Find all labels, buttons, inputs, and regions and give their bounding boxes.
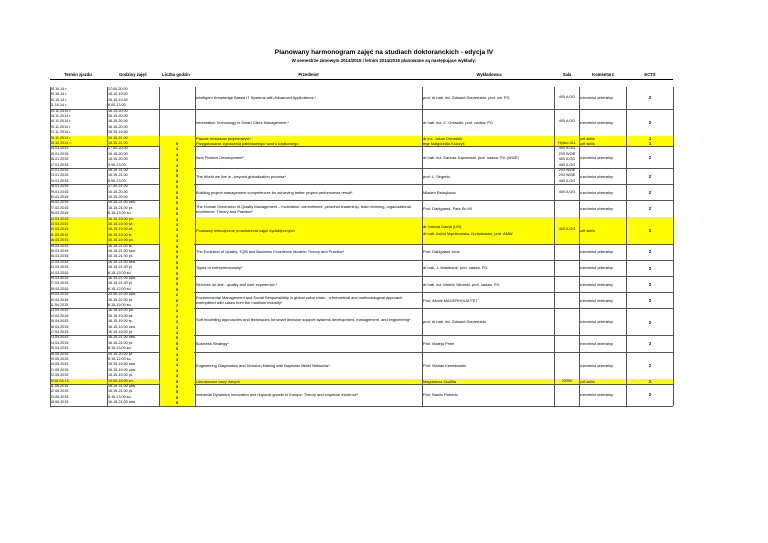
time-cell: 8.15-13.00 so. — [108, 346, 132, 351]
lecturer-cell — [423, 341, 553, 346]
lecturer-cell — [423, 282, 553, 287]
ects-cell: 2 — [648, 95, 652, 101]
time-cell: 8.15-13.00 so. — [108, 211, 132, 216]
comment-cell: soft skills — [579, 141, 595, 147]
date-cell: 28.03.2015 — [50, 211, 69, 216]
hours-cell: 5 — [160, 271, 194, 276]
time-cell: 16.15-19.00 pn. — [108, 238, 134, 243]
page-subtitle: W semestrze zimowym 2014/2015 i letnim 2014/2015 planowane są następujące wykłady: — [291, 58, 477, 63]
date-cell: 13.11.2014 r. — [50, 108, 72, 113]
room-cell: 400 A GG — [558, 119, 576, 124]
time-cell: 16.15-19.00 czw. — [108, 367, 136, 372]
subject-cell: The World we live in –beyond globalisation process* — [196, 173, 286, 179]
hours-cell: 6 — [160, 298, 194, 303]
header-lecturer: Wykładowca — [476, 72, 502, 77]
column-divider — [554, 87, 555, 406]
ects-cell: 2 — [648, 189, 652, 195]
comment-cell: przedmiot obieralny — [579, 265, 613, 271]
time-cell: 16.15-20.00 — [108, 157, 128, 162]
time-cell: 16.15-19.00 wt. — [108, 313, 134, 318]
time-cell: 8.00-13.00 — [108, 103, 126, 108]
subject-cell: Podstawy metodyczne prowadzenia zajęć dydaktycznych — [196, 227, 295, 233]
date-cell: 24.04.2015 — [50, 340, 69, 345]
hours-cell: 5 — [160, 400, 194, 405]
hours-cell: 3 — [160, 352, 194, 357]
comment-cell: przedmiot obieralny — [579, 319, 613, 325]
date-cell: 21.11.2014 r. — [50, 130, 72, 135]
hours-cell: 7 — [160, 303, 194, 308]
lecturer-line: mgr Małgorzata Kluczyk — [423, 141, 465, 147]
header-subject: Przedmiot — [298, 72, 319, 77]
time-cell: 17:00-20:00 — [108, 87, 128, 91]
ects-cell: 2 — [648, 173, 652, 179]
ects-cell: 2 — [648, 206, 652, 212]
date-cell: 13.06.2015 — [50, 394, 69, 399]
date-cell: 22.05.2015 — [50, 373, 69, 378]
time-cell: 16.15-21.00 pt. — [108, 205, 133, 210]
hours-cell: 5 — [175, 141, 179, 146]
time-cell: 8.15-19.00 so. — [108, 303, 132, 307]
time-cell: 16.15-21.00 — [108, 141, 128, 145]
comment-cell: przedmiot obieralny — [579, 206, 613, 211]
time-cell: 16.15-21.00 — [108, 173, 128, 178]
subject-cell: Services on-line - quality and user experience * — [196, 281, 278, 287]
ects-cell: 1 — [648, 141, 652, 147]
date-cell: 14.01.2015 — [50, 146, 69, 151]
lecturer-line: Prof. Basilo Roberto — [423, 392, 458, 398]
date-cell: 09.04.2015 — [50, 292, 69, 297]
date-cell: 11.10.14 r. — [50, 103, 68, 108]
ects-cell: 1 — [648, 135, 652, 141]
hours-cell: 5 — [160, 249, 194, 254]
lecturer-cell — [423, 319, 553, 324]
time-cell: 16.15-20.00 — [108, 151, 128, 156]
hours-cell: 5 — [160, 206, 194, 211]
time-cell: 9.00-13.00 — [108, 162, 126, 167]
comment-cell: przedmiot obieralny — [579, 173, 613, 179]
hours-cell: 4 — [160, 157, 194, 162]
hours-cell: 5 — [160, 281, 194, 286]
hours-cell: 5 — [160, 346, 194, 351]
time-cell: 16.15-21.00 czw. — [108, 200, 136, 205]
hours-cell: 3 — [175, 222, 179, 227]
hours-cell: 5 — [160, 168, 194, 173]
hours-cell: 4 — [160, 152, 194, 157]
column-divider — [159, 87, 160, 406]
time-cell: 15.15-20.00 — [108, 195, 128, 199]
room-cell: 400 A GG — [558, 157, 576, 162]
hours-cell: 5 — [160, 265, 194, 270]
lecturer-cell — [423, 298, 553, 303]
date-cell: 27.03.2015 — [50, 281, 69, 286]
header-time: Godziny zajęć — [119, 72, 147, 77]
time-cell: 16.15-20.00 — [108, 114, 128, 118]
time-cell: 16.15-19.00 — [108, 130, 128, 135]
lecturer-cell — [423, 120, 553, 125]
time-cell: 16.15-21.00 — [108, 135, 128, 140]
time-cell: 17.00-20.00 — [108, 146, 128, 151]
lecturer-line: Prof. Marian Kembłowski — [423, 362, 467, 368]
date-cell: 10.04.2015 — [50, 297, 69, 302]
date-cell: 10.10.14 r. — [50, 97, 68, 102]
hours-cell: 3 — [160, 362, 194, 367]
hours-cell: 3 — [160, 373, 194, 378]
comment-cell: przedmiot obieralny — [579, 362, 613, 368]
date-cell: 11.06.2015 — [50, 384, 69, 388]
date-cell: 05.03.2015 — [50, 249, 69, 253]
room-cell: 400 A GG — [558, 146, 576, 151]
ects-cell: 2 — [648, 319, 652, 325]
date-cell: 16.03.2015 — [50, 238, 69, 243]
time-cell: 16.15-21.00 czw. — [108, 400, 136, 405]
subject-cell: Przygotowanie zgłoszenia patentowego/ wzoru użytkowego — [196, 141, 299, 147]
column-divider — [195, 87, 196, 406]
hours-cell: 3 — [175, 232, 179, 238]
date-cell: 15.04.2015 — [50, 319, 69, 324]
time-cell: 8.15-13.00 so. — [108, 394, 132, 399]
room-cell: 400 A GG — [558, 189, 576, 194]
time-cell: 8.15-13.00 so. — [108, 286, 132, 291]
subject-cell: Types of entrepreneurship* — [196, 265, 243, 271]
time-cell: 16.15-19.00 śr. — [108, 319, 133, 324]
time-cell: 20.00-22.00 czw. — [108, 292, 136, 297]
time-cell: 16.15-20.00 — [108, 124, 128, 129]
subject-cell: Pisanie wniosków projektowych — [196, 135, 251, 141]
lecturer-line: dr hab. Astrid Męczkowska-Christiansen, prof. AMW — [423, 231, 513, 237]
column-divider — [626, 87, 627, 406]
time-cell: 16.15-21.00 — [108, 168, 128, 172]
date-cell: 08.05.2015 — [50, 351, 69, 356]
hours-cell: 5 — [160, 389, 194, 394]
column-divider — [579, 87, 580, 406]
time-cell: 16.15-19.00 pt. — [108, 330, 133, 334]
date-cell: 25.11.2014 r. — [50, 135, 72, 140]
date-cell: 03.03.2015 — [50, 222, 69, 226]
time-cell: 16.15-21.00 czw. — [108, 276, 136, 280]
comment-cell: soft skills — [579, 135, 595, 141]
hours-cell: 5 — [160, 179, 194, 184]
lecturer-line: Magdalena Szuflita — [423, 378, 457, 384]
time-cell: 16.15-21.00 czw. — [108, 335, 136, 340]
hours-cell: 5 — [160, 195, 194, 200]
room-cell: 203 WZiE — [558, 173, 576, 178]
row-separator — [50, 406, 673, 407]
date-cell: 14.11.2014 r. — [50, 114, 72, 118]
hours-cell: 5 — [160, 254, 194, 259]
lecturer-line: Mladen Radujkovic — [423, 189, 456, 195]
page-title: Planowany harmonogram zajęć na studiach doktoranckich - edycja IV — [274, 49, 494, 56]
time-cell: 16.15-19.00 czw. — [108, 362, 136, 367]
lecturer-line: Prof. Dahlgaard- Park Su Mi — [423, 206, 472, 211]
comment-cell: przedmiot obieralny — [579, 119, 613, 125]
lecturer-cell — [423, 174, 553, 179]
hours-cell: 3 — [160, 325, 194, 330]
hours-cell: 3 — [160, 146, 194, 151]
hours-cell: 3 — [175, 227, 179, 233]
lecturer-line: Prof. Dahlgaard Jens — [423, 249, 460, 255]
hours-cell: 3 — [160, 314, 194, 319]
time-cell: 17.00-21.00 — [108, 184, 128, 189]
date-cell: 22.01.2015 — [50, 168, 69, 172]
time-cell: 16.15-21.00 czw. — [108, 384, 136, 388]
time-cell: 16.15-19.00 pt. — [108, 373, 133, 378]
date-cell: 23.01.2015 — [50, 173, 69, 178]
column-divider — [107, 87, 108, 406]
time-cell: 16.15-21.00 pt. — [108, 389, 133, 394]
room-cell: 400 A GG — [558, 227, 576, 232]
time-cell: 16.15-20.00 pt. — [108, 351, 133, 356]
time-cell: 10:00-15:00 so. — [108, 378, 134, 383]
date-cell: 06.03.2015 — [50, 254, 69, 259]
comment-cell: soft skills — [579, 227, 595, 233]
hours-cell: 3 — [175, 238, 179, 244]
subject-cell: Literaturowe bazy danych — [196, 378, 241, 384]
ects-cell: 2 — [648, 297, 652, 303]
lecturer-line: dr inż. Jakub Dmowski — [423, 135, 462, 141]
date-cell: 10.03.2015 — [50, 227, 69, 232]
hours-cell: 5 — [160, 190, 194, 195]
subject-cell: Building project management competences for achieving better project performance result* — [196, 189, 353, 195]
comment-cell: przedmiot obieralny — [579, 281, 613, 287]
ects-cell: 2 — [648, 392, 652, 398]
time-cell: 16.15-21.00 pt. — [108, 340, 133, 345]
column-divider — [673, 87, 674, 406]
date-cell: 27.02.2015 — [50, 205, 69, 210]
room-cell: 203 WZiE — [558, 168, 576, 172]
lecturer-cell — [423, 95, 553, 100]
date-cell: 26.03.2015 — [50, 276, 69, 280]
time-cell: 16.15-19:00 pn. — [108, 216, 134, 221]
time-cell: 16.15-19.00 wt. — [108, 222, 134, 226]
ects-cell: 2 — [648, 249, 652, 255]
date-cell: 14.04.2015 — [50, 313, 69, 318]
lecturer-cell — [423, 190, 553, 195]
lecturer-line: dr hab. inż. Dariusz Dąbrowski, prof. nadzw. PG (WZiE) — [423, 154, 519, 160]
date-cell: 15.12.2014 r. — [50, 141, 72, 145]
time-cell: 16.15-19.00 czw. — [108, 324, 136, 329]
date-cell: 28.01.2015 — [50, 184, 69, 189]
time-cell: 15.15-20.00 — [108, 189, 128, 194]
ects-cell: 2 — [648, 119, 652, 125]
ects-cell: 2 — [648, 154, 652, 160]
subject-cell: Engineering Diagnostics and Decision Making with Bayesian Belief Networks* — [196, 362, 330, 368]
header-ects: ECTS — [644, 72, 656, 77]
time-cell: 16.15-21.00 czw. — [108, 249, 136, 253]
date-cell: 19.11.2014 r. — [50, 119, 72, 124]
lecturer-cell — [423, 206, 553, 211]
hours-cell: 5 — [160, 384, 194, 389]
hours-cell: 5 — [160, 244, 194, 249]
time-cell: 8.15-13.00 so. — [108, 270, 132, 275]
lecturer-line: dr hab. inż. Marcin Sikorski, prof. nadzw. PG — [423, 281, 500, 287]
room-cell: 400 A GG — [558, 95, 576, 100]
hours-cell: 5 — [160, 341, 194, 346]
ects-cell: 1 — [648, 227, 652, 233]
hours-cell: 5 — [160, 395, 194, 400]
hours-cell: 5 — [160, 211, 194, 216]
time-cell: 16.15-21.00 pt. — [108, 254, 133, 259]
hours-cell: 2 — [160, 292, 194, 297]
lecturer-cell — [423, 363, 553, 368]
time-cell: 8.15-12.00 so. — [108, 357, 132, 361]
hours-cell: 3 — [160, 308, 194, 313]
date-cell: 20.11.2014 r. — [50, 124, 72, 129]
room-cell: Hydro 311 — [558, 141, 576, 145]
subject-cell: New Product Development* — [196, 154, 244, 160]
ects-cell: 2 — [648, 341, 652, 347]
date-cell: 17.01.2015 — [50, 162, 69, 167]
room-cell: 400 A GG — [558, 162, 576, 167]
date-cell: 16.04.2015 — [50, 324, 69, 329]
hours-cell: 5 — [160, 276, 194, 281]
comment-cell: soft skills — [579, 378, 595, 384]
column-divider — [422, 87, 423, 406]
comment-cell: przedmiot obieralny — [579, 392, 613, 398]
lecturer-line: prof. L. Segreto — [423, 173, 450, 179]
lecturer-cell — [423, 249, 553, 254]
comment-cell: przedmiot obieralny — [579, 341, 613, 346]
date-cell: 12.06.2015 — [50, 389, 69, 394]
lecturer-cell — [423, 392, 553, 397]
date-cell: 02.03.2015 — [50, 216, 69, 221]
header-underline — [50, 79, 673, 80]
date-cell: 15.01.2015 — [50, 151, 69, 156]
comment-cell: przedmiot obieralny — [579, 249, 613, 255]
date-cell: 26.02.2015 — [50, 200, 69, 205]
hours-cell: 3 — [160, 319, 194, 324]
subject-cell: Industrial Dynamics innovation and regional growth in Europe. Theory and empirical evidence* — [196, 392, 359, 398]
hours-cell: 5 — [160, 260, 194, 265]
date-cell: 14.05.2015 — [50, 362, 69, 367]
hours-cell: 3 — [160, 330, 194, 335]
time-cell: 16.15-19.00 pn. — [108, 308, 134, 313]
date-cell: 17.04.2015 — [50, 330, 69, 334]
room-cell: 20200 — [561, 378, 573, 383]
time-cell: 16.15-19.45 — [108, 97, 128, 102]
date-cell: 25.04.2015 — [50, 346, 69, 351]
comment-cell: przedmiot obieralny — [579, 297, 613, 303]
time-cell: 8.00-13.00 — [108, 178, 126, 183]
lecturer-line: dr Jolanta Darda (UG) — [423, 224, 462, 230]
room-cell: 400 A GG — [558, 178, 576, 183]
date-cell: 09.05.2015 — [50, 357, 69, 361]
date-cell: 13.03.2015 — [50, 265, 69, 270]
lecturer-cell — [423, 265, 553, 270]
comment-cell: przedmiot obieralny — [579, 189, 613, 195]
lecturer-line: prof. dr hab. inż. Edward Szczerbicki — [423, 319, 487, 325]
ects-cell: 2 — [648, 281, 652, 287]
hours-cell: 3 — [160, 357, 194, 362]
lecturer-line: prof. dr hab. inż. Edward Szczerbicki, prof. zw. PG — [423, 95, 510, 101]
date-cell: 13.04.2015 — [50, 308, 69, 313]
date-cell: 04.03.2015 — [50, 243, 69, 248]
time-cell: 16.15-19:00 — [108, 92, 128, 97]
hours-cell: 5 — [175, 378, 179, 384]
date-cell: 24.01.2015 — [50, 178, 69, 183]
subject-cell: Information Technology in Smart Cities Management * — [196, 119, 289, 125]
hours-cell: 5 — [160, 335, 194, 340]
date-cell: 11.03.2015 — [50, 232, 69, 237]
date-cell: 2015-05-16 — [50, 378, 69, 383]
ects-cell: 1 — [648, 378, 652, 384]
date-cell: 30.01.2015 — [50, 195, 69, 199]
ects-cell: 2 — [648, 265, 652, 271]
hours-cell: 5 — [160, 173, 194, 178]
header-comment: Komentarz — [592, 72, 614, 77]
subject-cell: Business Strategy* — [196, 341, 229, 346]
hours-cell: 4 — [160, 163, 194, 168]
header-room: Sala — [562, 72, 572, 77]
hours-cell: 5 — [160, 287, 194, 292]
header-date: Termin zjazdu — [64, 72, 92, 77]
hours-cell: 5 — [160, 200, 194, 205]
subject-cell: Soft modelling approaches and techniques for smart decision support systems development, management, and engineering* — [196, 316, 411, 322]
date-cell: 11.04.2015 — [50, 303, 69, 307]
time-cell: 16.15-21.00 pt. — [108, 281, 133, 286]
date-cell: 29.01.2015 — [50, 189, 69, 194]
time-cell: 16.15-22.00 pt. — [108, 297, 133, 302]
room-cell: 203 WZiE — [558, 151, 576, 156]
date-cell: 16.01.2015 — [50, 157, 69, 162]
time-cell: 16.15-21.00 śr. — [108, 243, 133, 248]
date-cell: 08.10.14 r. — [50, 87, 68, 91]
lecturer-cell — [423, 155, 553, 160]
subject-cell: Environmental Management and Social Responsibility in global value chain - a theoretical and methodological approach exemplified with cases from the maritime industry* — [196, 295, 403, 306]
date-cell: 18.06.2015 — [50, 400, 69, 405]
time-cell: 16.15-19.00 wt. — [108, 227, 134, 232]
subject-cell: The Evolution of Quality, TQM and Business Excellence Models: Theory and Practice* — [196, 249, 345, 255]
lecturer-line: dr hab. J. Wasilczuk, prof. nadzw. PG — [423, 265, 488, 271]
hours-cell: 3 — [175, 216, 179, 222]
date-cell: 23.04.2015 — [50, 335, 69, 340]
comment-cell: przedmiot obieralny — [579, 95, 613, 101]
date-cell: 21.05.2015 — [50, 367, 69, 372]
date-cell: 12.03.2015 — [50, 259, 69, 264]
header-hours: Liczba godzin — [162, 72, 190, 77]
date-cell: 09.10.14 r. — [50, 92, 68, 97]
date-cell: 14.03.2015 — [50, 270, 69, 275]
time-cell: 16.15-21.00 czw. — [108, 259, 136, 264]
ects-cell: 2 — [648, 362, 652, 368]
time-cell: 16.15-20.00 — [108, 108, 128, 113]
date-cell: 28.03.2015 — [50, 286, 69, 291]
time-cell: 16.15-19.00 śr. — [108, 232, 133, 237]
column-divider — [50, 87, 51, 406]
time-cell: 16.15-20.00 — [108, 119, 128, 124]
hours-cell: 3 — [160, 368, 194, 373]
subject-cell: Intelligent Knowledge Based IT Systems with Advanced Applications * — [196, 95, 317, 101]
lecturer-line: Prof. Asmik MAGERHOLM FET — [423, 297, 478, 303]
hours-cell: 5 — [160, 184, 194, 189]
lecturer-line: Prof. Mateja Peter — [423, 341, 455, 346]
subject-cell: The Human Dimension of Quality Management – motivation, commitment, personal leadership, team learning, organizational excellence: Theory and Practice* — [196, 203, 411, 214]
comment-cell: przedmiot obieralny — [579, 154, 613, 160]
lecturer-cell — [423, 223, 553, 237]
lecturer-line: dr hab. inż. C. Orłowski, prof. nadzw. PG — [423, 119, 494, 125]
time-cell: 16.15-21.00 pt. — [108, 265, 133, 270]
